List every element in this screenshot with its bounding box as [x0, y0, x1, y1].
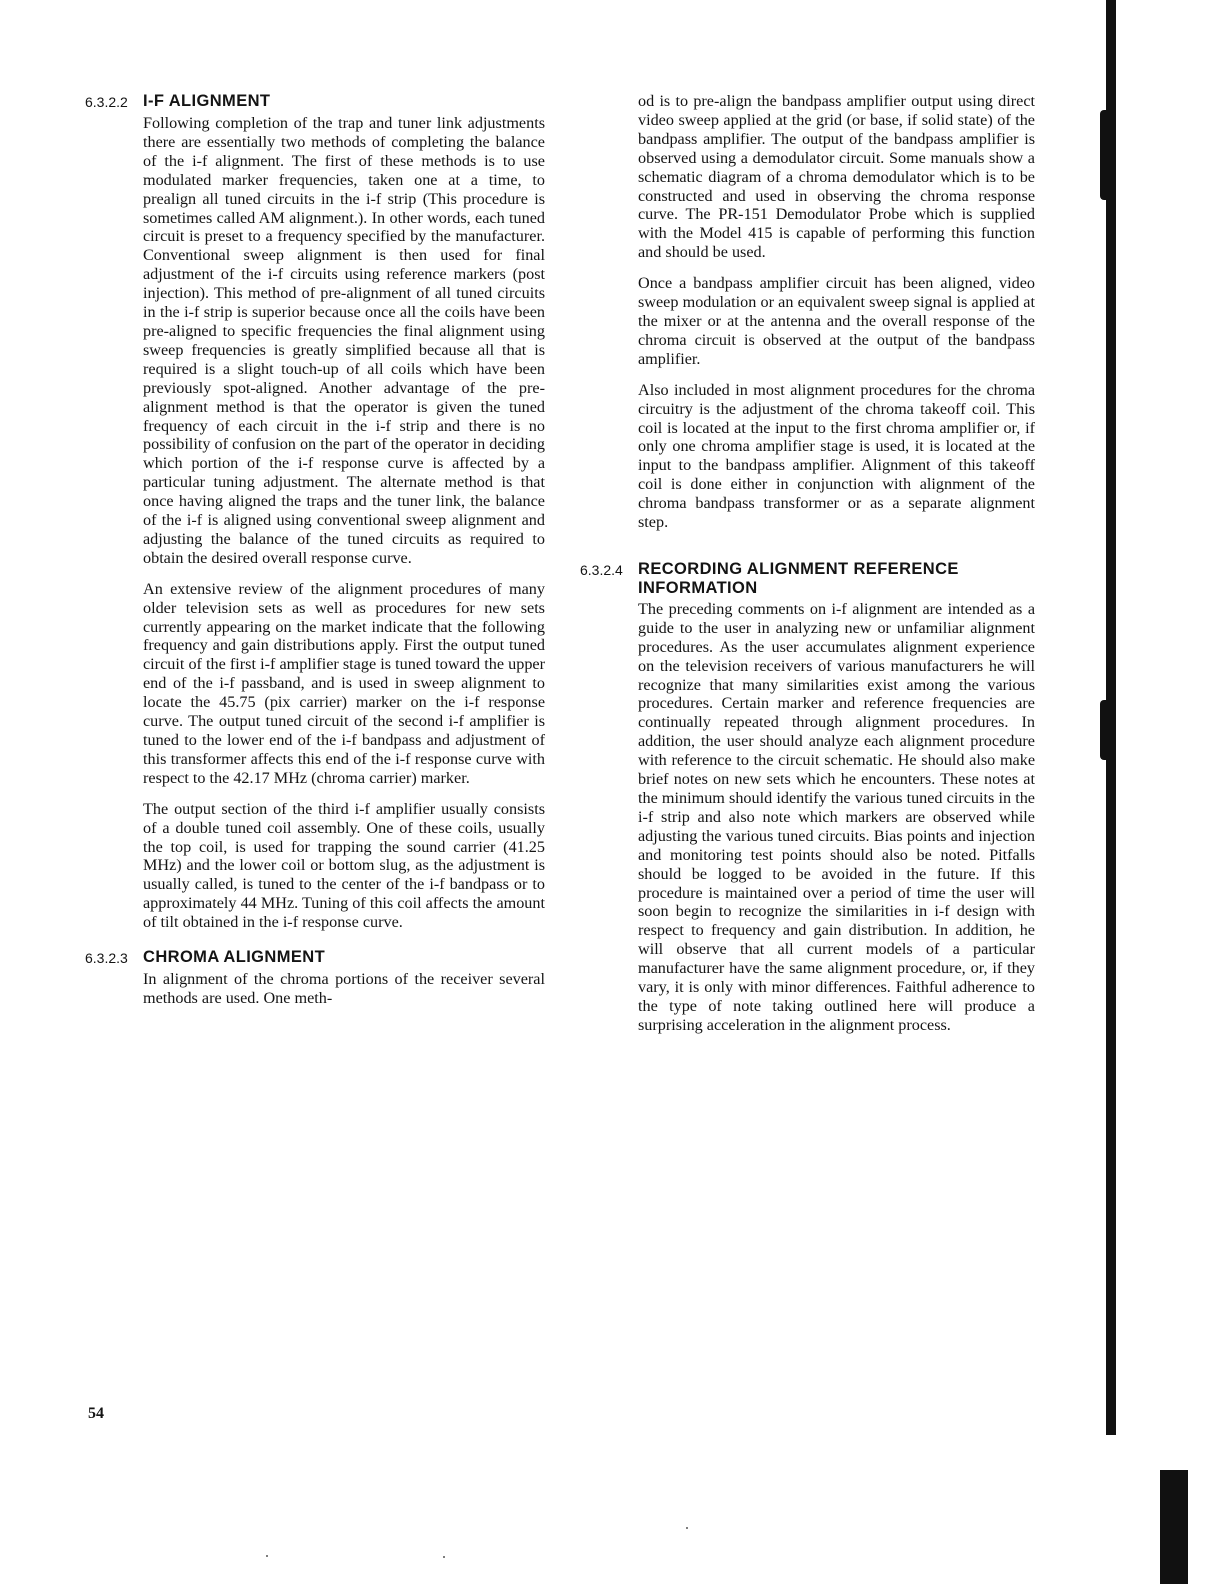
- paragraph: Also included in most alignment procedures for the chroma circuitry is the adjustment of the chroma takeoff coil. This coil is located at the input to the first chroma amplifier or, if only one chroma amplifier stage is used, it is located at the input to the bandpass amplifier. Alignment of this takeoff coil is done either in conjunction with alignment of the chroma bandpass transformer or as a separate alignment step.: [638, 380, 1035, 532]
- paragraph: In alignment of the chroma portions of the receiver several methods are used. One meth-: [143, 970, 545, 1007]
- section-heading-chroma-alignment: [85, 948, 545, 968]
- paragraph: Once a bandpass amplifier circuit has been aligned, video sweep modulation or an equivalent sweep signal is applied at the mixer or at the antenna and the overall response of the chroma circuit is observed at the output of the bandpass amplifier.: [638, 274, 1035, 368]
- scan-edge-mark: [1100, 700, 1108, 760]
- page-number: 54: [88, 1405, 104, 1422]
- section-title: CHROMA ALIGNMENT: [143, 948, 326, 967]
- paragraph: An extensive review of the alignment procedures of many older television sets as well as procedures for new sets currently appearing on the market indicate that the following frequency and gain distributions apply. First the output tuned circuit of the first i-f amplifier stage is tuned toward the upper end of the i-f passband, and is used in sweep alignment to locate the 45.75 (pix carrier) marker on the i-f response curve. The output tuned circuit of the second i-f amplifier is tuned to the lower end of the i-f bandpass and adjustment of this transformer affects this end of the i-f response curve with respect to the 42.17 MHz (chroma carrier) marker.: [143, 579, 545, 787]
- section-title: RECORDING ALIGNMENT REFERENCE INFORMATION: [638, 559, 959, 597]
- section-number: 6.3.2.2: [85, 94, 128, 110]
- section-heading-if-alignment: [85, 92, 545, 112]
- paragraph: od is to pre-align the bandpass amplifier output using direct video sweep applied at the grid (or base, if solid state) of the bandpass amplifier. The output of the bandpass amplifier is observed using a demodulator circuit. Some manuals show a schematic diagram of a chroma demodulator which is to be constructed and used in observing the chroma response curve. The PR-151 Demodulator Probe which is supplied with the Model 415 is capable of performing this function and should be used.: [638, 92, 1035, 262]
- section-number: 6.3.2.4: [580, 561, 623, 578]
- section-number: 6.3.2.3: [85, 950, 128, 967]
- paragraph: The output section of the third i-f amplifier usually consists of a double tuned coil assembly. One of these coils, usually the top coil, is used for trapping the sound carrier (41.25 MHz) and the lower coil or bottom slug, as the adjustment is usually called, is tuned to the center of the i-f bandpass or to approximately 44 MHz. Tuning of this coil affects the amount of tilt obtained in the i-f response curve.: [143, 799, 545, 932]
- section-heading-recording-alignment: [580, 560, 1035, 598]
- scan-speck: [443, 1556, 445, 1558]
- paragraph: The preceding comments on i-f alignment are intended as a guide to the user in analyzing new or unfamiliar alignment procedures. As the user accumulates alignment experience on the television receivers of various manufacturers he will recognize that many similarities exist among the various procedures. Certain marker and reference frequencies are continually repeated through alignment procedures. In addition, the user should analyze each alignment procedure with reference to the circuit schematic. He should also make brief notes on new sets which he encounters. These notes at the minimum should identify the various tuned circuits in the i-f strip and also note which markers are observed while adjusting the various tuned circuits. Bias points and injection and monitoring test points should also be noted. Pitfalls should be logged to be avoided in the future. If this procedure is maintained over a period of time the user will soon begin to recognize the similarities in i-f design with respect to frequency and gain distribution. In addition, he will observe that all current models of a particular manufacturer have the same alignment procedure, or, if they vary, it is only with minor differences. Faithful adherence to the type of note taking outlined here will produce a surprising acceleration in the alignment process.: [638, 599, 1035, 1034]
- section-title: I-F ALIGNMENT: [143, 92, 271, 110]
- left-column: [85, 92, 545, 1020]
- paragraph: Following completion of the trap and tuner link adjustments there are essentially two methods of completing the balance of the i-f alignment. The first of these methods is to use modulated marker frequencies, taken one at a time, to prealign all tuned circuits in the i-f strip (This procedure is sometimes called AM alignment.). In other words, each tuned circuit is preset to a frequency specified by the manufacturer. Conventional sweep alignment is then used for final adjustment of the i-f circuits using reference markers (post injection). This method of pre-alignment of all tuned circuits in the i-f strip is superior because once all the coils have been pre-aligned to specific frequencies the final alignment using sweep frequencies is greatly simplified because all that is required is a slight touch-up of all coils which have been previously spot-aligned. Another advantage of the pre-alignment method is that the operator is given the tuned frequency of each circuit in the i-f strip and there is no possibility of confusion on the part of the operator in deciding which portion of the i-f response curve is affected by a particular tuning adjustment. The alternate method is that once having aligned the traps and the tuner link, the balance of the i-f is aligned using conventional sweep alignment and adjusting the balance of the tuned circuits as required to obtain the desired overall response curve.: [143, 114, 545, 567]
- scan-corner-bar: [1160, 1470, 1188, 1584]
- right-column: [580, 92, 1035, 1047]
- scan-edge-mark: [1100, 110, 1108, 200]
- scan-speck: [686, 1527, 688, 1529]
- scan-speck: [266, 1555, 268, 1557]
